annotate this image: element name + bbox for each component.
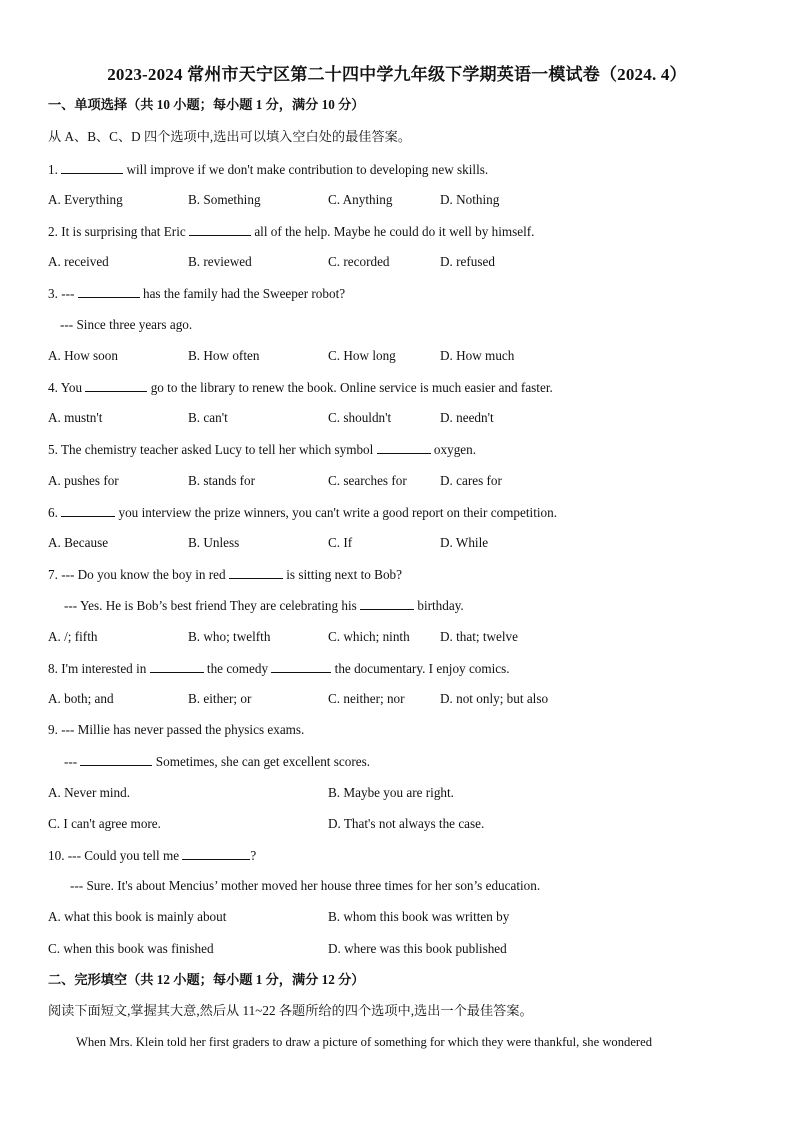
q5-option-c: C. searches for [328, 473, 407, 488]
q10-option-c: C. when this book was finished [48, 941, 214, 956]
q3-option-c: C. How long [328, 348, 396, 363]
question-10-stem-post: ? [250, 848, 257, 863]
question-6 [48, 504, 557, 521]
section2-instruction: 阅读下面短文,掌握其大意,然后从 11~22 各题所给的四个选项中,选出一个最佳答案。 [48, 1003, 533, 1018]
answer-blank [150, 660, 204, 673]
q1-option-c: C. Anything [328, 192, 393, 207]
q1-option-a: A. Everything [48, 192, 123, 207]
answer-blank [61, 161, 123, 174]
q1-option-b: B. Something [188, 192, 261, 207]
answer-blank [80, 753, 152, 766]
q4-option-b: B. can't [188, 410, 228, 425]
q9-option-d: D. That's not always the case. [328, 816, 485, 831]
q1-option-d: D. Nothing [440, 192, 500, 207]
q10-option-d: D. where was this book published [328, 941, 507, 956]
q7-option-c: C. which; ninth [328, 629, 410, 644]
q3-option-d: D. How much [440, 348, 515, 363]
q2-option-d: D. refused [440, 254, 495, 269]
question-9: 9. --- Millie has never passed the physics exams. [48, 722, 305, 737]
question-7-stem-pre: 7. --- Do you know the boy in red [48, 567, 229, 582]
q3-option-a: A. How soon [48, 348, 118, 363]
question-5 [48, 441, 476, 458]
q8-option-d: D. not only; but also [440, 691, 549, 706]
answer-blank [85, 379, 147, 392]
question-10-stem-pre: 10. --- Could you tell me [48, 848, 183, 863]
question-1-stem-post: will improve if we don't make contribution to developing new skills. [123, 162, 489, 177]
q4-option-c: C. shouldn't [328, 410, 392, 425]
question-8 [48, 660, 510, 677]
q8-option-b: B. either; or [188, 691, 252, 706]
q2-option-b: B. reviewed [188, 254, 252, 269]
passage-first-line: When Mrs. Klein told her first graders to draw a picture of something for which they were thankful, she wondered [76, 1035, 652, 1049]
question-8-stem-mid: the comedy [203, 661, 272, 676]
q4-option-a: A. mustn't [48, 410, 103, 425]
question-7 [48, 566, 402, 583]
exam-title: 2023-2024 常州市天宁区第二十四中学九年级下学期英语一模试卷（2024. 4） [107, 65, 687, 84]
answer-blank [360, 597, 414, 610]
answer-blank [229, 566, 283, 579]
q6-option-c: C. If [328, 535, 353, 550]
question-10-reply: --- Sure. It's about Mencius’ mother moved her house three times for her son’s education. [70, 878, 541, 893]
question-4-stem-pre: 4. You [48, 380, 86, 395]
q8-option-c: C. neither; nor [328, 691, 405, 706]
question-4 [48, 379, 553, 396]
q6-option-a: A. Because [48, 535, 109, 550]
question-7-reply [64, 597, 464, 614]
question-2-stem-pre: 2. It is surprising that Eric [48, 224, 190, 239]
answer-blank [189, 223, 251, 236]
question-1 [48, 161, 488, 178]
q8-option-a: A. both; and [48, 691, 114, 706]
q5-option-b: B. stands for [188, 473, 256, 488]
q9-option-b: B. Maybe you are right. [328, 785, 454, 800]
q4-option-d: D. needn't [440, 410, 494, 425]
question-7-reply-pre: --- Yes. He is Bob’s best friend They are celebrating his [64, 598, 361, 613]
question-3 [48, 285, 345, 302]
answer-blank [182, 847, 250, 860]
section2-heading: 二、完形填空（共 12 小题；每小题 1 分，满分 12 分） [48, 972, 365, 987]
q10-option-a: A. what this book is mainly about [48, 909, 227, 924]
question-9-reply [64, 753, 370, 770]
question-3-reply: --- Since three years ago. [60, 317, 193, 332]
q3-option-b: B. How often [188, 348, 260, 363]
answer-blank [78, 285, 140, 298]
question-2 [48, 223, 534, 240]
q7-option-b: B. who; twelfth [188, 629, 271, 644]
q6-option-d: D. While [440, 535, 489, 550]
question-7-reply-post: birthday. [414, 598, 464, 613]
q5-option-a: A. pushes for [48, 473, 119, 488]
answer-blank [61, 504, 115, 517]
question-7-stem-post: is sitting next to Bob? [282, 567, 402, 582]
q2-option-c: C. recorded [328, 254, 390, 269]
question-10 [48, 847, 256, 864]
question-2-stem-post: all of the help. Maybe he could do it well by himself. [251, 224, 535, 239]
q7-option-d: D. that; twelve [440, 629, 519, 644]
q2-option-a: A. received [48, 254, 109, 269]
q9-option-c: C. I can't agree more. [48, 816, 161, 831]
q9-option-a: A. Never mind. [48, 785, 131, 800]
question-5-stem-pre: 5. The chemistry teacher asked Lucy to tell her which symbol [48, 442, 377, 457]
question-3-stem-pre: 3. --- [48, 286, 78, 301]
section1-instruction: 从 A、B、C、D 四个选项中,选出可以填入空白处的最佳答案。 [48, 129, 412, 144]
question-8-stem-pre: 8. I'm interested in [48, 661, 150, 676]
question-3-stem-post: has the family had the Sweeper robot? [139, 286, 346, 301]
section1-heading: 一、单项选择（共 10 小题；每小题 1 分，满分 10 分） [48, 97, 365, 112]
q6-option-b: B. Unless [188, 535, 240, 550]
question-8-stem-post: the documentary. I enjoy comics. [331, 661, 510, 676]
question-9-reply-post: Sometimes, she can get excellent scores. [152, 754, 371, 769]
q10-option-b: B. whom this book was written by [328, 909, 510, 924]
question-5-stem-post: oxygen. [430, 442, 477, 457]
q7-option-a: A. /; fifth [48, 629, 98, 644]
question-6-stem-post: you interview the prize winners, you can't write a good report on their competition. [115, 505, 558, 520]
question-1-stem-pre: 1. [48, 162, 62, 177]
question-4-stem-post: go to the library to renew the book. Online service is much easier and faster. [147, 380, 553, 395]
answer-blank [271, 660, 331, 673]
q5-option-d: D. cares for [440, 473, 502, 488]
question-6-stem-pre: 6. [48, 505, 62, 520]
question-9-reply-pre: --- [64, 754, 81, 769]
answer-blank [377, 441, 431, 454]
